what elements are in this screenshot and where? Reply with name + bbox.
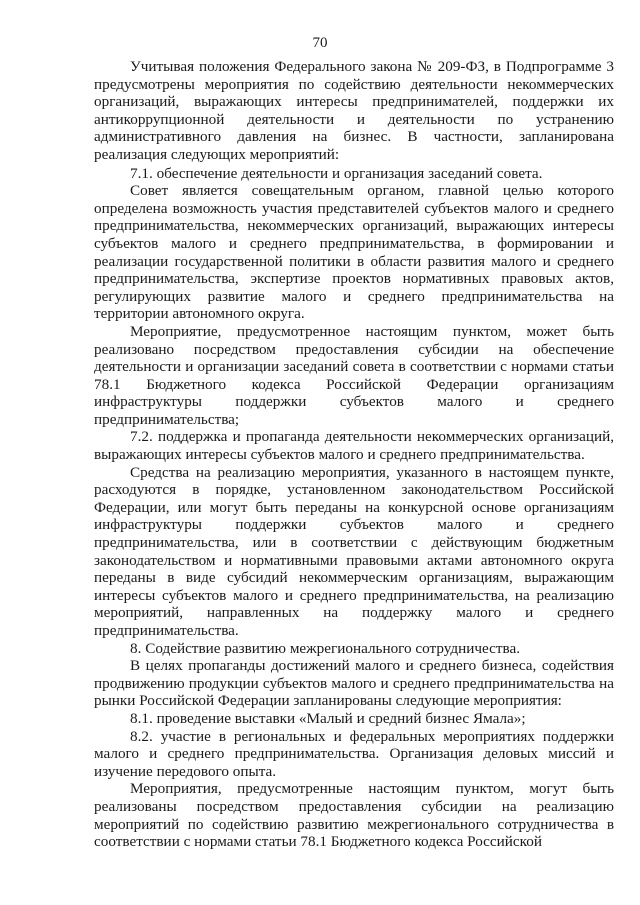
paragraph-intro: Учитывая положения Федерального закона № 209-ФЗ, в Подпрограмме 3 предусмотрены мероприятия по содействию деятельности некоммерческих организаций, выражающих интересы предпринимателей, поддержки их антикоррупционной деятельности и деятельности по устранению административного давления на бизнес. В частности, запланирована реализация следующих мероприятий: bbox=[94, 58, 614, 163]
paragraph-funds: Средства на реализацию мероприятия, указанного в настоящем пункте, расходуются в порядке, установленном законодательством Российской Федерации, или могут быть переданы на конкурсной основе организациям инфраструктуры поддержки субъектов малого и среднего предпринимательства, или в соответствии с действующим бюджетным законодательством и нормативными правовыми актами автономного округа переданы в виде субсидий некоммерческим организациям, выражающим интересы субъектов малого и среднего предпринимательства, на реализацию мероприятий, направленных на поддержку малого и среднего предпринимательства. bbox=[94, 463, 614, 639]
paragraph-item-8-1: 8.1. проведение выставки «Малый и средний бизнес Ямала»; bbox=[130, 709, 526, 727]
paragraph-council-description: Совет является совещательным органом, главной целью которого определена возможность участия представителей субъектов малого и среднего предпринимательства, некоммерческих организаций, выражающих интересы субъектов малого и среднего предпринимательства, в формировании и реализации государственной политики в области развития малого и среднего предпринимательства, экспертизе проектов нормативных правовых актов, регулирующих развитие малого и среднего предпринимательства на территории автономного округа. bbox=[94, 182, 614, 323]
paragraph-item-8: 8. Содействие развитию межрегионального сотрудничества. bbox=[130, 639, 521, 657]
paragraph-interregional-goals: В целях пропаганды достижений малого и среднего бизнеса, содействия продвижению продукции субъектов малого и среднего предпринимательства на рынки Российской Федерации запланированы следующие мероприятия: bbox=[94, 657, 614, 710]
paragraph-item-8-2: 8.2. участие в региональных и федеральных мероприятиях поддержки малого и среднего предпринимательства. Организация деловых миссий и изучение передового опыта. bbox=[94, 727, 614, 780]
document-body bbox=[94, 58, 614, 851]
paragraph-item-7-1: 7.1. обеспечение деятельности и организация заседаний совета. bbox=[130, 164, 543, 182]
page-number: 70 bbox=[312, 35, 328, 51]
paragraph-item-7-2: 7.2. поддержка и пропаганда деятельности некоммерческих организаций, выражающих интересы субъектов малого и среднего предпринимательства. bbox=[94, 428, 614, 464]
paragraph-interregional-subsidy: Мероприятия, предусмотренные настоящим пунктом, могут быть реализованы посредством предоставления субсидии на реализацию мероприятий по содействию развитию межрегионального сотрудничества в соответствии с нормами статьи 78.1 Бюджетного кодекса Российской bbox=[94, 780, 614, 851]
paragraph-council-subsidy: Мероприятие, предусмотренное настоящим пунктом, может быть реализовано посредством предоставления субсидии на обеспечение деятельности и организации заседаний совета в соответствии с нормами статьи 78.1 Бюджетного кодекса Российской Федерации организациям инфраструктуры поддержки субъектов малого и среднего предпринимательства; bbox=[94, 322, 614, 428]
